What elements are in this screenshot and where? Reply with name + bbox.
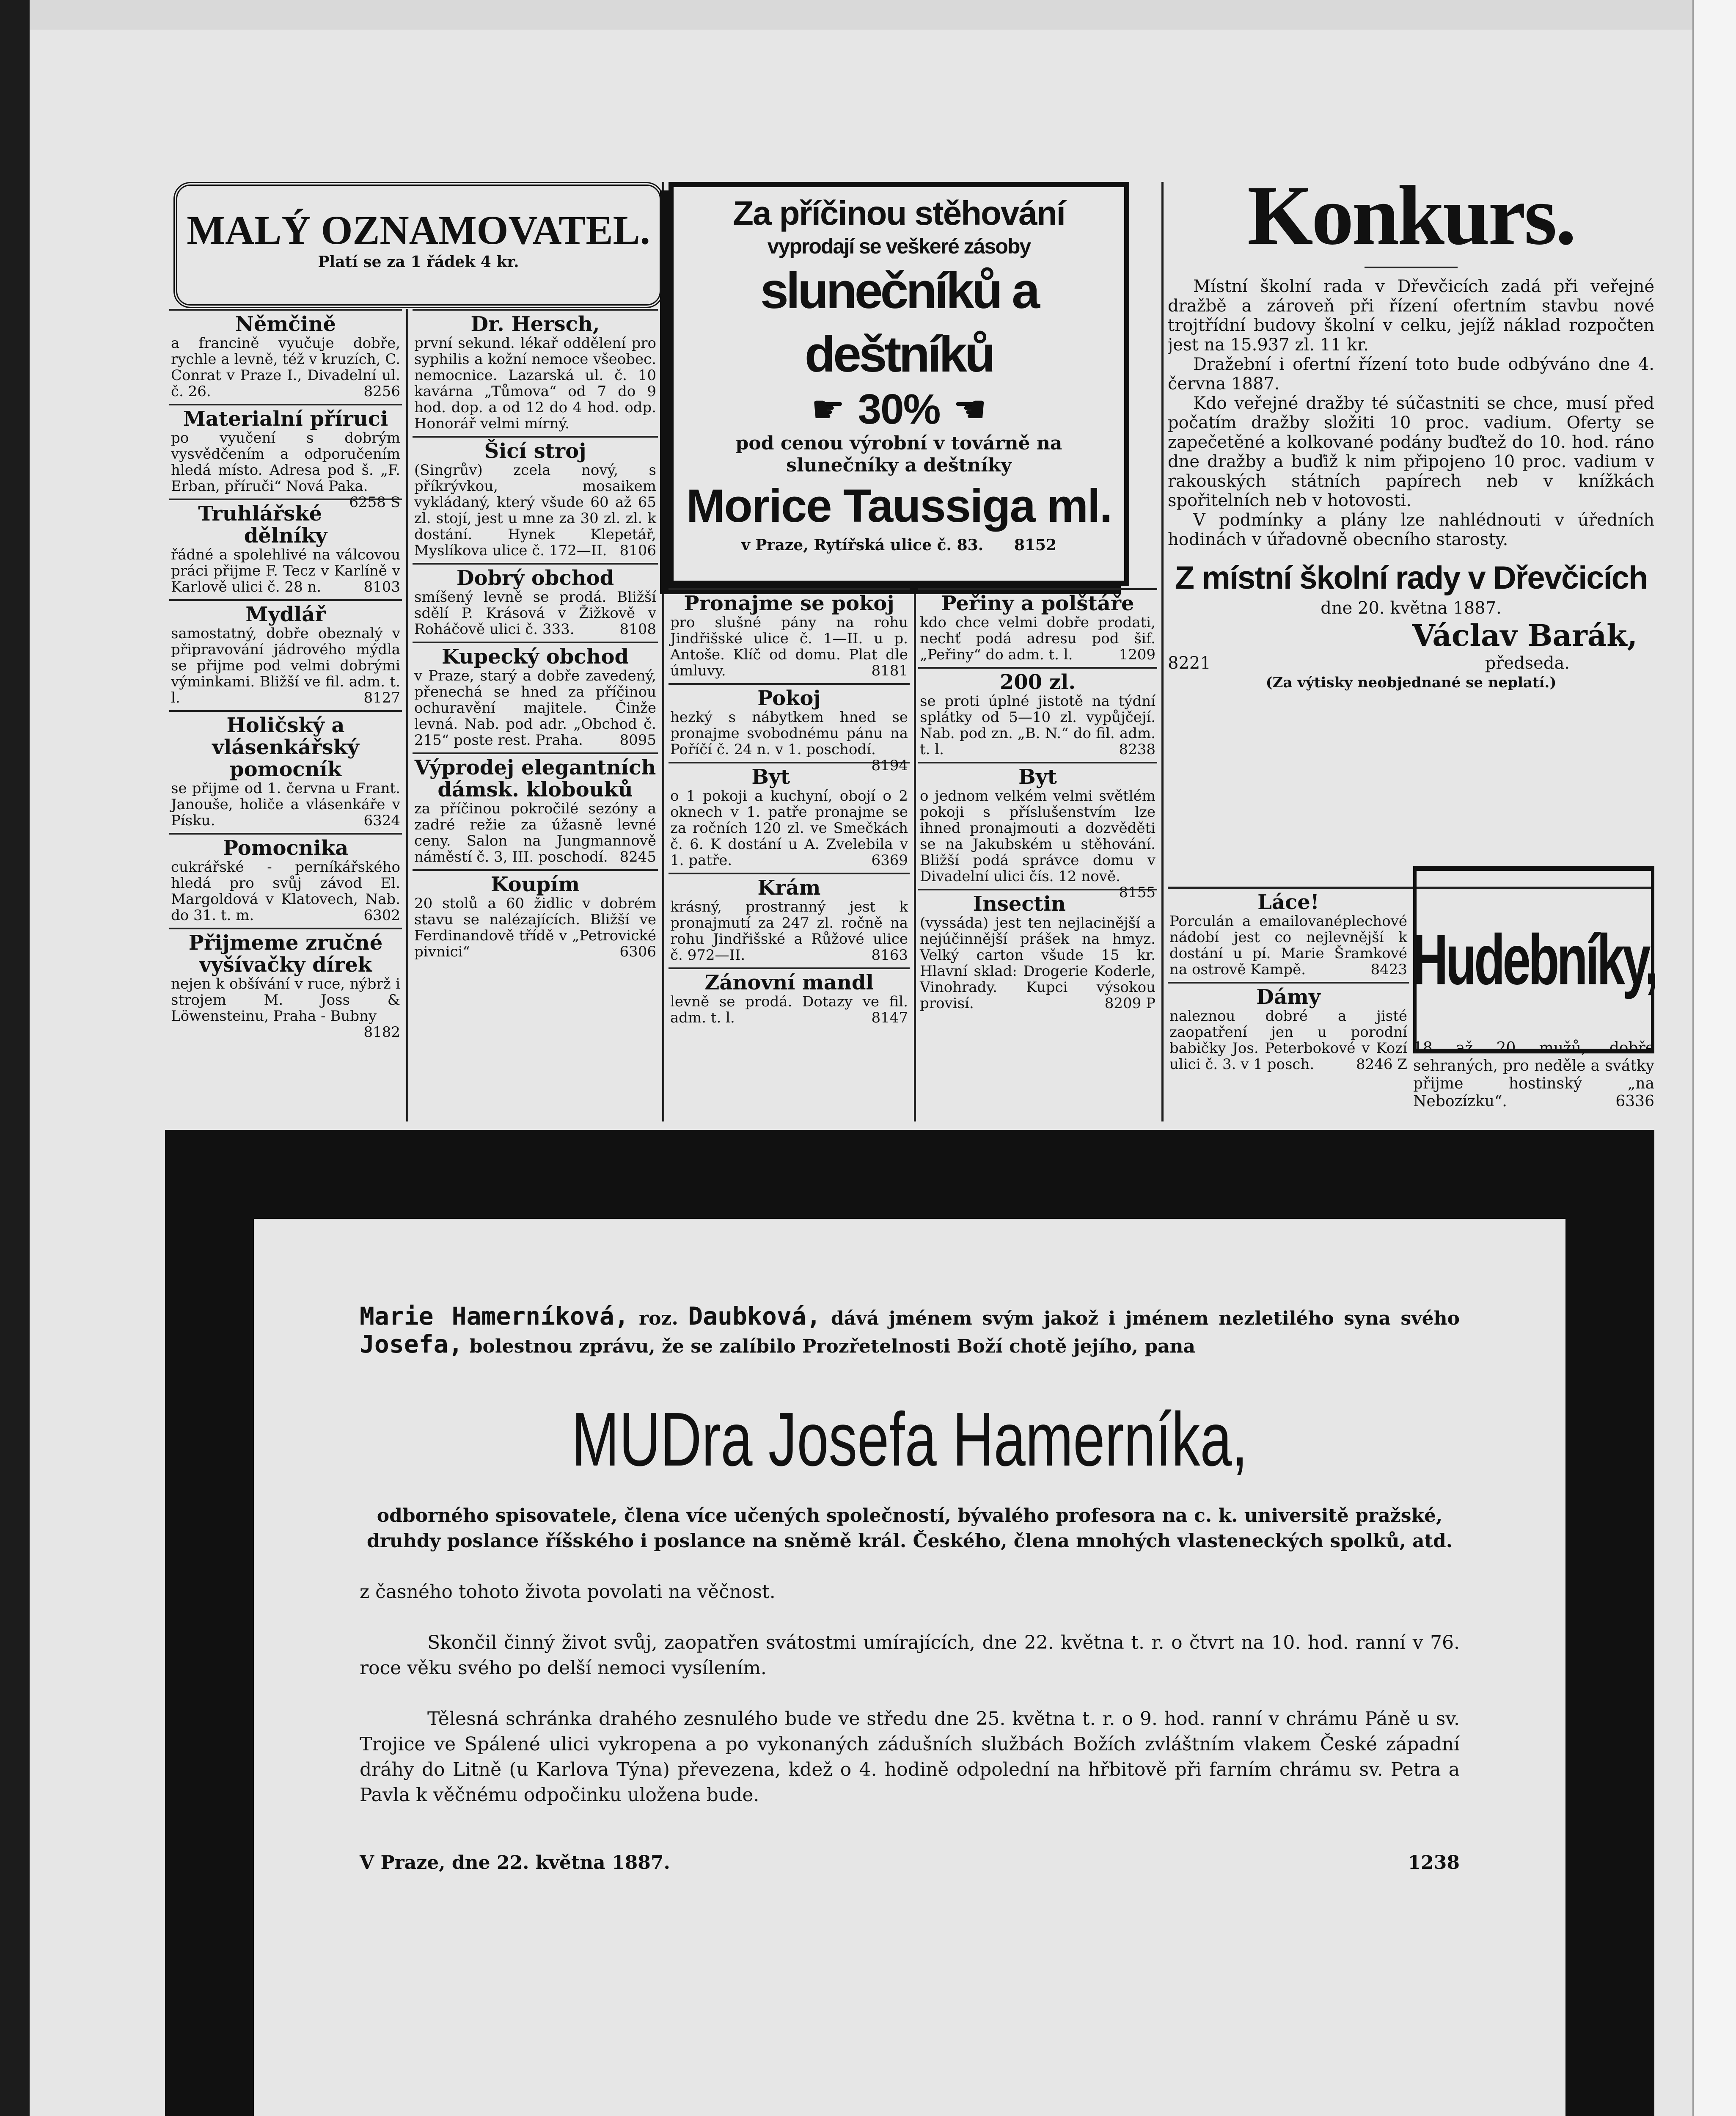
ad-number: 6369 — [871, 852, 908, 869]
ad-number: 8095 — [619, 732, 656, 749]
ad-number: 8103 — [363, 579, 400, 595]
classifieds-column-4 — [918, 588, 1157, 1121]
column-rule — [1161, 182, 1164, 1121]
ad-title: Výprodej elegantních dámsk. klobouků — [414, 756, 656, 802]
ad-item — [669, 683, 910, 774]
ad-text: a francině vyučuje dobře, rychle a levně, též v kruzích, C. Conrat v Praze I., Divadelní ul. č. 26. — [171, 335, 400, 400]
ad-item — [669, 762, 910, 873]
ad-text: (Singrův) zcela nový, s příkrývkou, mosaikem vykládaný, který všude 60 až 65 zl. stojí, jest u mne za 30 zl. zl. k dostání. Hynek Klepetář, Myslíkova ulice č. 172—II. — [414, 462, 656, 559]
ad-number: 8108 — [619, 621, 656, 638]
ad-text: cukrářské - perníkářského hledá pro svůj závod El. Margoldová v Klatovech, Nab. do 31. t. m. — [171, 859, 400, 924]
ad-title: Pomocnika — [223, 836, 349, 860]
ad-title: Peřiny a polštáře — [941, 592, 1134, 615]
obituary-text: dává jménem svým jakož i jménem nezletilého syna svého — [831, 1308, 1460, 1329]
discount-percent: 30% — [858, 385, 940, 433]
pointing-hand-icon: ☛ — [952, 387, 987, 432]
ad-title: Dr. Hersch, — [470, 312, 600, 336]
konkurs-paragraph: Dražební i ofertní řízení toto bude odbýváno dne 4. června 1887. — [1168, 355, 1654, 394]
ad-number: 8256 — [363, 383, 400, 400]
ad-number: 8221 — [1168, 653, 1211, 673]
ad-text: krásný, prostranný jest k pronajmutí za 247 zl. ročně na rohu Jindřišské a Růžové ulice č. 972—II. — [670, 898, 908, 964]
konkurs-paragraph: Kdo veřejné dražby té súčastniti se chce, musí před počatím dražby složiti 10 proc. vadium. Oferty se zapečetěné a kolkované podány buďtež do 10. hod. ráno dne dražby a buďiž k nim připojeno 10 proc. vadium v rakouských státních papírech neb v knížkách spořitelních neb v hotovosti. — [1168, 394, 1654, 510]
ad-item — [413, 563, 658, 642]
ad-item — [169, 833, 402, 928]
ad-item — [169, 404, 402, 511]
ad-item — [169, 928, 402, 1041]
ad-text: řádné a spolehlivé na válcovou práci přijme F. Tecz v Karlíně v Karlově ulici č. 28 n. — [171, 546, 400, 595]
column-rule — [662, 182, 664, 1121]
page-left-margin — [0, 0, 30, 2116]
column-rule — [406, 309, 408, 1121]
obituary-notice — [165, 1130, 1654, 2116]
ad-text: Porculán a emailovanéplechové nádobí jest co nejlevnější k dostání u pí. Marie Šramkové na ostrově Kampě. — [1169, 913, 1407, 978]
ad-number: 6306 — [619, 943, 656, 960]
obituary-paragraph: Skončil činný život svůj, zaopatřen svátostmi umírajících, dne 22. května t. r. o čtvrt na 10. hod. ranní v 76. roce věku svého po delší nemoci vysílením. — [360, 1632, 1460, 1679]
ad-item — [169, 499, 402, 599]
ad-title: Pronajme se pokoj — [684, 592, 894, 615]
ad-text: o jednom velkém velmi světlém pokoji s příslušenstvím lze ihned pronajmouti a dozvěděti se na Jakubském u stěhování. Bližší podá správce domu v Divadelní ulici čís. 12 nově. — [920, 788, 1155, 885]
ad-title: Šicí stroj — [484, 439, 586, 463]
ad-text: smíšený levně se prodá. Bližší sdělí P. Krásová v Žižkově v Roháčově ulici č. 333. — [414, 589, 656, 638]
ad-title: Přijmeme zručné vyšívačky dírek — [188, 931, 383, 977]
ad-item — [413, 752, 658, 869]
ad-number: 8194 — [871, 757, 908, 774]
ad-item — [413, 309, 658, 436]
ad-title: Dámy — [1256, 985, 1321, 1009]
obituary-deceased-name: MUDra Josefa Hamerníka, — [572, 1397, 1248, 1482]
ad-title: Láce! — [1257, 890, 1319, 914]
konkurs-paragraph: V podmínky a plány lze nahlédnouti v úředních hodinách v úřadovně obecního starosty. — [1168, 510, 1654, 549]
umbrella-ad-address: v Praze, Rytířská ulice č. 83. — [741, 536, 984, 554]
umbrella-ad-company: Morice Taussiga ml. — [686, 480, 1112, 532]
ad-item — [669, 873, 910, 967]
ad-item — [918, 667, 1157, 762]
konkurs-signatory: Václav Barák, — [1412, 618, 1637, 653]
umbrella-sale-ad — [669, 182, 1129, 586]
obituary-date: V Praze, dne 22. května 1887. — [360, 1852, 670, 1874]
ad-title: Dobrý obchod — [456, 566, 614, 590]
obituary-paragraph: z časného tohoto života povolati na věčnost. — [360, 1581, 776, 1603]
ad-text: kdo chce velmi dobře prodati, nechť podá adresu pod šif. „Peřiny“ do adm. t. l. — [920, 614, 1155, 663]
classifieds-column-5 — [1168, 889, 1409, 1126]
classifieds-header — [173, 182, 663, 308]
ad-number: 8155 — [1119, 884, 1155, 901]
ad-title: Insectin — [973, 892, 1066, 916]
obituary-description: odborného spisovatele, člena více učených společností, bývalého profesora na c. k. universitě pražské, druhdy poslance říšského i poslance na sněmě král. Českého, člena mnohých vlasteneckých spolků, atd. — [366, 1505, 1453, 1552]
ad-text: pro slušné pány na rohu Jindřišské ulice č. 1—II. u p. Antoše. Klíč od domu. Plat dle úmluvy. — [670, 614, 908, 679]
ad-text: (vyssáda) jest ten nejlacinější a nejúčinnější prášek na hmyz. Velký carton všude 15 kr. Hlavní sklad: Drogerie Koderle, Vinohrady. Kupci výsokou provisí. — [920, 915, 1155, 1012]
ad-title: Byt — [751, 765, 790, 789]
ad-text: se proti úplné jistotě na týdní splátky od 5—10 zl. vypůjčejí. Nab. pod zn. „B. N.“ do fil. adm. t. l. — [920, 693, 1155, 758]
classifieds-subtitle: Platí se za 1 řádek 4 kr. — [318, 253, 519, 271]
musicians-ad — [1413, 893, 1654, 1126]
ad-number: 8147 — [871, 1009, 908, 1026]
obituary-paragraph: Tělesná schránka drahého zesnulého bude ve středu dne 25. května t. r. o 9. hod. ranní v chrámu Páně u sv. Trojice ve Spálené ulici vykropena a po vykonaných zádušních službách Božích zvláštním vlakem České západní dráhy do Litně (u Karlova Týna) převezena, kdež o 4. hodině odpolední na hřbitově při farním chrámu sv. Petra a Pavla k věčnému odpočinku uložena bude. — [360, 1708, 1460, 1806]
umbrella-ad-text: pod cenou výrobní v továrně na slunečníky a deštníky — [735, 433, 1062, 476]
ad-text: za příčinou pokročilé sezóny a zadré režie za úžasně levné ceny. Salon na Jungmannově náměstí č. 3, III. poschodí. — [414, 800, 656, 865]
page-right-margin — [1692, 0, 1736, 2116]
umbrella-ad-subline: vyprodají se veškeré zásoby — [767, 234, 1031, 258]
umbrella-ad-products: slunečníků a deštníků — [760, 262, 1037, 383]
ad-item — [669, 967, 910, 1030]
ad-item — [413, 642, 658, 752]
ad-title: Zánovní mandl — [704, 971, 874, 995]
ad-number: 8127 — [363, 689, 400, 706]
ad-title: Koupím — [490, 873, 580, 896]
ad-item — [918, 762, 1157, 901]
ad-text: 20 stolů a 60 židlic v dobrém stavu se nalézajících. Bližší ve Ferdinandově třídě v „Petrovické pivnici“ — [414, 895, 656, 960]
ad-item — [413, 869, 658, 964]
ad-item — [169, 710, 402, 833]
ad-text: samostatný, dobře obeznalý v připravování jádrového mýdla se přijme pod velmi dobrými výminkami. Bližší ve fil. adm. t. l. — [171, 625, 400, 706]
ad-number: 6324 — [363, 812, 400, 829]
ad-title: Truhlářské dělníky — [198, 502, 327, 548]
ad-number: 6336 — [1615, 1093, 1654, 1110]
ad-title: 200 zl. — [999, 670, 1076, 694]
ad-item — [918, 889, 1157, 1016]
obituary-son-name: Josefa, — [360, 1330, 463, 1358]
ad-text: hezký s nábytkem hned se pronajme svobodnému pánu na Poříčí č. 24 n. v 1. poschodí. — [670, 709, 908, 758]
ad-item — [1168, 982, 1409, 1077]
obituary-widow-name: Marie Hamerníková, — [360, 1302, 629, 1331]
ad-item — [413, 436, 658, 563]
ad-number: 8423 — [1370, 961, 1407, 978]
pointing-hand-icon: ☛ — [811, 387, 845, 432]
konkurs-date: dne 20. května 1887. — [1321, 598, 1502, 618]
ad-number: 8182 — [363, 1024, 400, 1041]
ad-text: nejen k obšívání v ruce, nýbrž i strojem M. Joss & Löwensteinu, Praha - Bubny — [171, 975, 400, 1025]
classifieds-column-3 — [669, 588, 910, 1121]
ad-item — [169, 599, 402, 710]
ad-number: 8238 — [1119, 741, 1155, 758]
obituary-maiden-name: Daubková, — [688, 1302, 821, 1331]
ad-number: 6258 S — [349, 494, 400, 511]
ad-number: 8181 — [871, 662, 908, 679]
classifieds-column-1 — [169, 309, 402, 1121]
ad-title: Krám — [757, 876, 821, 900]
ad-title: Byt — [1018, 765, 1057, 789]
column-rule — [914, 584, 916, 1121]
ad-title: Mydlář — [245, 603, 326, 626]
ad-text: v Praze, starý a dobře zavedený, přenechá se hned za příčinou ochuravění majitele. Činže levná. Nab. pod adr. „Obchod č. 215“ poste rest. Praha. — [414, 667, 656, 749]
ad-title: Holičský a vlásenkářský pomocník — [212, 714, 359, 781]
classifieds-column-2 — [413, 309, 658, 1121]
ad-item — [1168, 889, 1409, 982]
ad-number: 8163 — [871, 947, 908, 964]
ad-title: Pokoj — [757, 686, 821, 710]
ad-number: 1238 — [1408, 1852, 1460, 1874]
ad-text: naleznou dobré a jisté zaopatření jen u porodní babičky Jos. Peterbokové v Kozí ulici č. 3. v 1 posch. — [1169, 1008, 1407, 1073]
ad-text: se přijme od 1. června u Frant. Janouše, holiče a vlásenkáře v Písku. — [171, 780, 400, 829]
ad-number: 1209 — [1119, 646, 1155, 663]
konkurs-paragraph: Místní školní rada v Dřevčicích zadá při veřejné dražbě a zároveň při řízení ofertním stavbu nové trojtřídní budovy školní v celku, jejíž náklad rozpočten jest na 15.937 zl. 11 kr. — [1168, 277, 1654, 355]
ad-text: první sekund. lékař oddělení pro syphilis a kožní nemoce všeobec. nemocnice. Lazarská ul. č. 10 kavárna „Tůmova“ od 7 do 9 hod. dop. a od 12 do 4 hod. odp. Honorář velmi mírný. — [414, 335, 656, 432]
ad-number: 6302 — [363, 907, 400, 924]
ad-title: Němčině — [235, 312, 336, 336]
ad-text: levně se prodá. Dotazy ve fil. adm. t. l. — [670, 993, 908, 1026]
ad-number: 8106 — [619, 542, 656, 559]
ad-number: 8245 — [619, 849, 656, 865]
ad-item — [918, 588, 1157, 667]
classifieds-title: MALÝ OZNAMOVATEL. — [187, 207, 650, 253]
ad-number: 8246 Z — [1356, 1056, 1407, 1073]
ad-number: 8152 — [1014, 536, 1057, 554]
umbrella-ad-headline: Za příčinou stěhování — [733, 194, 1065, 232]
ad-title: Kupecký obchod — [441, 645, 629, 669]
musicians-ad-title: Hudebníky, — [1413, 866, 1654, 1053]
ad-item — [169, 309, 402, 404]
ad-number: 8209 P — [1104, 995, 1155, 1012]
konkurs-title: Konkurs. — [1247, 169, 1575, 262]
ad-text: 18 až 20 mužů, dobře sehraných, pro neděle a svátky přijme hostinský „na Nebozízku“. — [1413, 1039, 1654, 1110]
ad-item — [669, 588, 910, 683]
obituary-text: bolestnou zprávu, že se zalíbilo Prozřetelnosti Boží chotě jejího, pana — [469, 1336, 1196, 1357]
ad-title: Materialní příruci — [183, 407, 388, 431]
konkurs-notice — [1168, 169, 1654, 884]
obituary-text: roz. — [639, 1308, 678, 1329]
konkurs-role: předseda. — [1485, 653, 1570, 673]
ad-text: po vyučení s dobrým vysvědčením a odporučením hledá místo. Adresa pod š. „F. Erban, příruči“ Nová Paka. — [171, 430, 400, 495]
konkurs-signature-body: Z místní školní rady v Dřevčicích — [1175, 560, 1648, 596]
ad-text: o 1 pokoji a kuchyní, obojí o 2 oknech v 1. patře pronajme se za ročních 120 zl. ve Smečkách č. 6. K dostání u A. Zvelebila v 1. patře. — [670, 788, 908, 869]
konkurs-note: (Za výtisky neobjednané se neplatí.) — [1266, 674, 1557, 691]
